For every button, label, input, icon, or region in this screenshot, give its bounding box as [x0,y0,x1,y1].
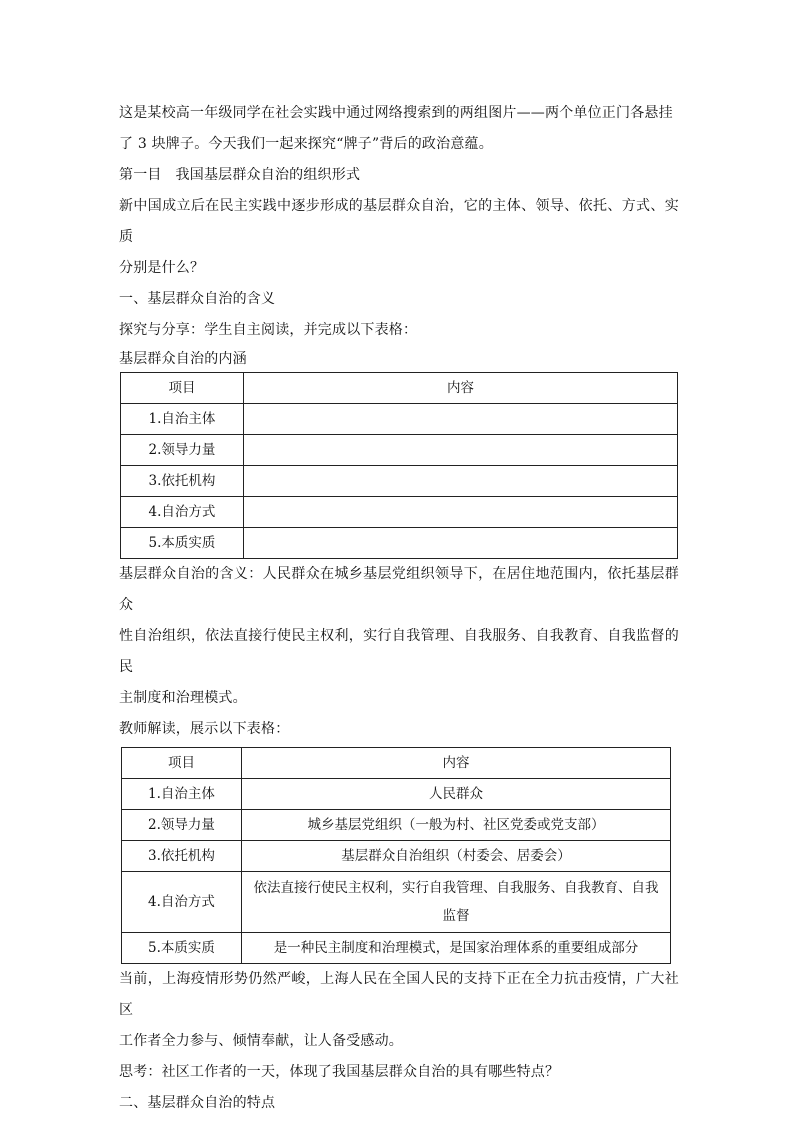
meaning-table-blank [120,372,678,559]
table-header-row [122,748,671,779]
shanghai-line-2: 工作者全力参与、倾情奉献，让人备受感动。 [119,1033,403,1049]
table-row [122,810,671,841]
table-row [121,435,678,466]
table-row [121,528,678,559]
row-label: 3.依托机构 [121,466,244,497]
intro-line-2: 了 3 块牌子。今天我们一起来探究“牌子”背后的政治意蕴。 [119,136,493,152]
row-content: 依法直接行使民主权利，实行自我管理、自我服务、自我教育、自我监督 [242,872,671,933]
row-content: 人民群众 [242,779,671,810]
row-label: 1.自治主体 [122,779,242,810]
header-cell-content: 内容 [242,748,671,779]
row-content-empty [244,528,678,559]
document-page [119,98,679,1119]
table-row [122,933,671,964]
table-row [122,779,671,810]
teacher-instruction: 教师解读，展示以下表格： [119,721,290,737]
row-label: 5.本质实质 [121,528,244,559]
row-content-empty [244,404,678,435]
table1-caption: 基层群众自治的内涵 [119,351,247,367]
row-label: 2.领导力量 [121,435,244,466]
row-content: 城乡基层党组织（一般为村、社区党委或党支部） [242,810,671,841]
table-row [122,841,671,872]
intro-line-1: 这是某校高一年级同学在社会实践中通过网络搜索到的两组图片——两个单位正门各悬挂 [119,105,673,121]
think-question: 思考：社区工作者的一天，体现了我国基层群众自治的具有哪些特点？ [119,1064,560,1080]
question-line-1: 新中国成立后在民主实践中逐步形成的基层群众自治，它的主体、领导、依托、方式、实质 [119,198,679,245]
row-label: 5.本质实质 [122,933,242,964]
section-title: 第一目 我国基层群众自治的组织形式 [119,167,361,183]
definition-line-3: 主制度和治理模式。 [119,690,247,706]
header-cell-item: 项目 [121,373,244,404]
table-row [121,497,678,528]
row-content-empty [244,466,678,497]
header-cell-item: 项目 [122,748,242,779]
row-label: 2.领导力量 [122,810,242,841]
table-header-row [121,373,678,404]
heading-features: 二、基层群众自治的特点 [119,1095,276,1111]
row-content-empty [244,435,678,466]
table-row [122,872,671,933]
meaning-table-filled [121,747,671,964]
row-label: 3.依托机构 [122,841,242,872]
row-content: 基层群众自治组织（村委会、居委会） [242,841,671,872]
row-content-empty [244,497,678,528]
table-row [121,404,678,435]
shanghai-line-1: 当前，上海疫情形势仍然严峻，上海人民在全国人民的支持下正在全力抗击疫情，广大社区 [119,971,679,1018]
explore-instruction: 探究与分享：学生自主阅读，并完成以下表格： [119,322,418,338]
row-label: 4.自治方式 [122,872,242,933]
definition-line-1: 基层群众自治的含义：人民群众在城乡基层党组织领导下，在居住地范围内，依托基层群众 [119,566,679,613]
row-label: 1.自治主体 [121,404,244,435]
heading-meaning: 一、基层群众自治的含义 [119,291,276,307]
definition-line-2: 性自治组织，依法直接行使民主权利，实行自我管理、自我服务、自我教育、自我监督的民 [119,628,679,675]
header-cell-content: 内容 [244,373,678,404]
row-label: 4.自治方式 [121,497,244,528]
table-row [121,466,678,497]
question-line-2: 分别是什么？ [119,260,205,276]
row-content: 是一种民主制度和治理模式，是国家治理体系的重要组成部分 [242,933,671,964]
